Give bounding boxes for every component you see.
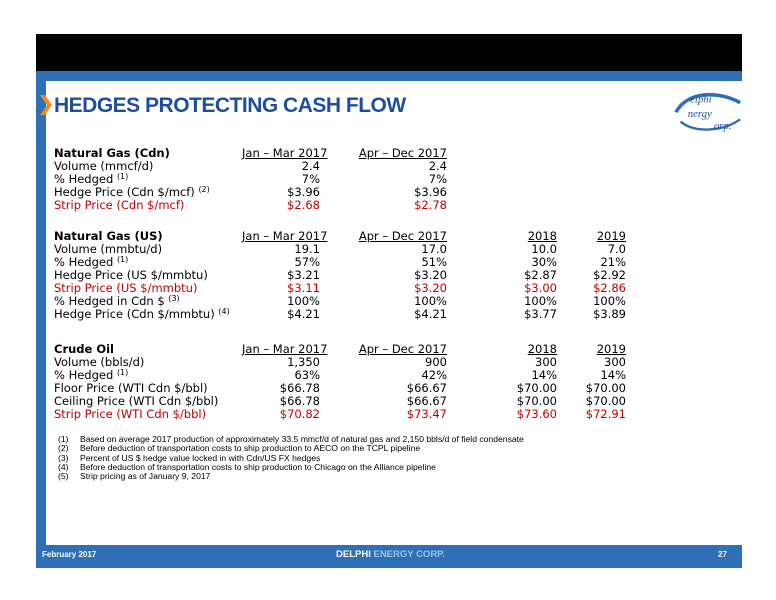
- cell: $70.00: [585, 394, 626, 408]
- cell: $66.67: [406, 381, 447, 395]
- footnote: [58, 472, 524, 481]
- table-row: [54, 407, 634, 421]
- footer-brand-secondary: ENERGY CORP.: [370, 549, 445, 560]
- table-row: [54, 381, 634, 395]
- cell: 100%: [524, 294, 557, 308]
- cell: 14%: [531, 368, 557, 382]
- cell: 17.0: [421, 242, 447, 256]
- row-label: [54, 255, 128, 269]
- logo-text-1: elphi: [690, 93, 712, 106]
- table-row: [54, 307, 634, 321]
- cell: 14%: [600, 368, 626, 382]
- cell: $2.68: [287, 198, 320, 212]
- cell: $4.21: [287, 307, 320, 321]
- row-label: Strip Price (US $/mmbtu): [54, 281, 198, 295]
- cell: $66.67: [406, 394, 447, 408]
- column-header: 2019: [596, 229, 626, 243]
- cell: $3.11: [287, 281, 320, 295]
- cell: $2.92: [593, 268, 626, 282]
- cell: 51%: [421, 255, 447, 269]
- column-header: 2018: [527, 229, 557, 243]
- row-label-text: % Hedged: [54, 368, 117, 382]
- footnote-ref: (1): [116, 172, 129, 181]
- page-number: 27: [718, 550, 727, 559]
- footnote-number: (5): [58, 471, 69, 482]
- cell: $2.78: [414, 198, 447, 212]
- section-title: Crude Oil: [54, 342, 114, 356]
- row-label: [54, 185, 210, 199]
- column-header: Apr – Dec 2017: [358, 342, 447, 356]
- footnote-text: Before deduction of transportation costs to ship production to AECO on the TCPL pipeline: [80, 443, 421, 454]
- column-header: Jan – Mar 2017: [242, 342, 328, 356]
- cell: $2.86: [593, 281, 626, 295]
- row-label: Ceiling Price (WTI Cdn $/bbl): [54, 394, 219, 408]
- cell: 30%: [531, 255, 557, 269]
- cell: 7%: [428, 172, 447, 186]
- table-row: [54, 159, 634, 173]
- cell: 21%: [600, 255, 626, 269]
- cell: 300: [604, 355, 626, 369]
- cell: $70.00: [516, 381, 557, 395]
- table-row: [54, 368, 634, 382]
- section-title: Natural Gas (Cdn): [54, 146, 170, 160]
- footnote-ref: (4): [218, 307, 230, 316]
- row-label: Volume (bbls/d): [54, 355, 145, 369]
- cell: $3.20: [414, 281, 447, 295]
- column-header: Jan – Mar 2017: [242, 146, 328, 160]
- table-row: [54, 268, 634, 282]
- cell: $3.20: [414, 268, 447, 282]
- cell: $73.60: [516, 407, 557, 421]
- footer-brand: [336, 549, 445, 560]
- footer-brand-primary: DELPHI: [336, 549, 371, 560]
- table-row: [54, 294, 634, 308]
- row-label-text: % Hedged: [54, 172, 117, 186]
- cell: $3.21: [287, 268, 320, 282]
- cell: 63%: [294, 368, 320, 382]
- cell: 57%: [294, 255, 320, 269]
- table-row: [54, 198, 634, 212]
- row-label: Volume (mmcf/d): [54, 159, 154, 173]
- row-label: Floor Price (WTI Cdn $/bbl): [54, 381, 208, 395]
- table-row: [54, 281, 634, 295]
- cell: $73.47: [406, 407, 447, 421]
- row-label-text: Hedge Price (Cdn $/mmbtu): [54, 307, 219, 321]
- cell: 10.0: [531, 242, 557, 256]
- cell: $3.89: [593, 307, 626, 321]
- footnote-number: (1): [58, 434, 69, 444]
- footnote-text: Before deduction of transportation costs to ship production to Chicago on the Alliance pipeline: [80, 461, 436, 472]
- cell: 19.1: [294, 242, 320, 256]
- row-label: [54, 368, 128, 382]
- footer-date: February 2017: [42, 550, 97, 559]
- row-label: Volume (mmbtu/d): [54, 242, 163, 256]
- footnote-ref: (2): [198, 185, 210, 194]
- table-row: [54, 185, 634, 199]
- cell: 300: [535, 355, 557, 369]
- table-header-row: [54, 229, 634, 243]
- footnote-number: (4): [58, 461, 69, 472]
- table-row: [54, 355, 634, 369]
- cell: $72.91: [585, 407, 626, 421]
- cell: 2.4: [301, 159, 320, 173]
- table-row: [54, 172, 634, 186]
- row-label: [54, 307, 230, 321]
- cell: 100%: [593, 294, 626, 308]
- cell: $3.96: [287, 185, 320, 199]
- top-bar: [36, 34, 742, 71]
- footnote-text: Based on average 2017 production of approximately 33.5 mmcf/d of natural gas and 2,150 bbls/d of field condensate: [80, 434, 524, 444]
- cell: $4.21: [414, 307, 447, 321]
- footnote-text: Strip pricing as of January 9, 2017: [80, 471, 211, 482]
- row-label-text: Hedge Price (Cdn $/mcf): [54, 185, 199, 199]
- row-label-text: % Hedged in Cdn $: [54, 294, 169, 308]
- row-label: [54, 172, 128, 186]
- cell: 7%: [301, 172, 320, 186]
- table-header-row: [54, 146, 634, 160]
- section-title: Natural Gas (US): [54, 229, 163, 243]
- footnote-ref: (1): [116, 255, 129, 264]
- cell: $70.00: [585, 381, 626, 395]
- page-title: HEDGES PROTECTING CASH FLOW: [54, 94, 406, 117]
- footnote-text: Percent of US $ hedge value locked in with Cdn/US FX hedges: [80, 452, 321, 463]
- table-header-row: [54, 342, 634, 356]
- cell: 100%: [414, 294, 447, 308]
- row-label: [54, 294, 180, 308]
- row-label: Hedge Price (US $/mmbtu): [54, 268, 208, 282]
- footnotes: [58, 435, 524, 481]
- cell: $3.96: [414, 185, 447, 199]
- table-row: [54, 242, 634, 256]
- cell: 1,350: [287, 355, 320, 369]
- column-header: 2019: [596, 342, 626, 356]
- cell: $70.00: [516, 394, 557, 408]
- cell: 100%: [287, 294, 320, 308]
- cell: $70.82: [279, 407, 320, 421]
- table-row: [54, 394, 634, 408]
- cell: 7.0: [607, 242, 626, 256]
- logo-text-3: orp.: [713, 119, 732, 132]
- column-header: Apr – Dec 2017: [358, 229, 447, 243]
- row-label: Strip Price (WTI Cdn $/bbl): [54, 407, 207, 421]
- footnote-ref: (1): [116, 368, 129, 377]
- cell: $66.78: [279, 394, 320, 408]
- cell: $2.87: [524, 268, 557, 282]
- table-row: [54, 255, 634, 269]
- footnote-number: (3): [58, 452, 69, 463]
- cell: 2.4: [428, 159, 447, 173]
- delphi-logo-icon: [668, 86, 748, 136]
- cell: $3.77: [524, 307, 557, 321]
- column-header: 2018: [527, 342, 557, 356]
- cell: $66.78: [279, 381, 320, 395]
- row-label-text: % Hedged: [54, 255, 117, 269]
- footnote-number: (2): [58, 443, 69, 454]
- logo-text-2: nergy: [687, 107, 712, 120]
- cell: $3.00: [524, 281, 557, 295]
- column-header: Apr – Dec 2017: [358, 146, 447, 160]
- column-header: Jan – Mar 2017: [242, 229, 328, 243]
- chevron-right-icon: [40, 95, 52, 115]
- footnote-ref: (3): [168, 294, 180, 303]
- cell: 900: [425, 355, 447, 369]
- row-label: Strip Price (Cdn $/mcf): [54, 198, 185, 212]
- cell: 42%: [421, 368, 447, 382]
